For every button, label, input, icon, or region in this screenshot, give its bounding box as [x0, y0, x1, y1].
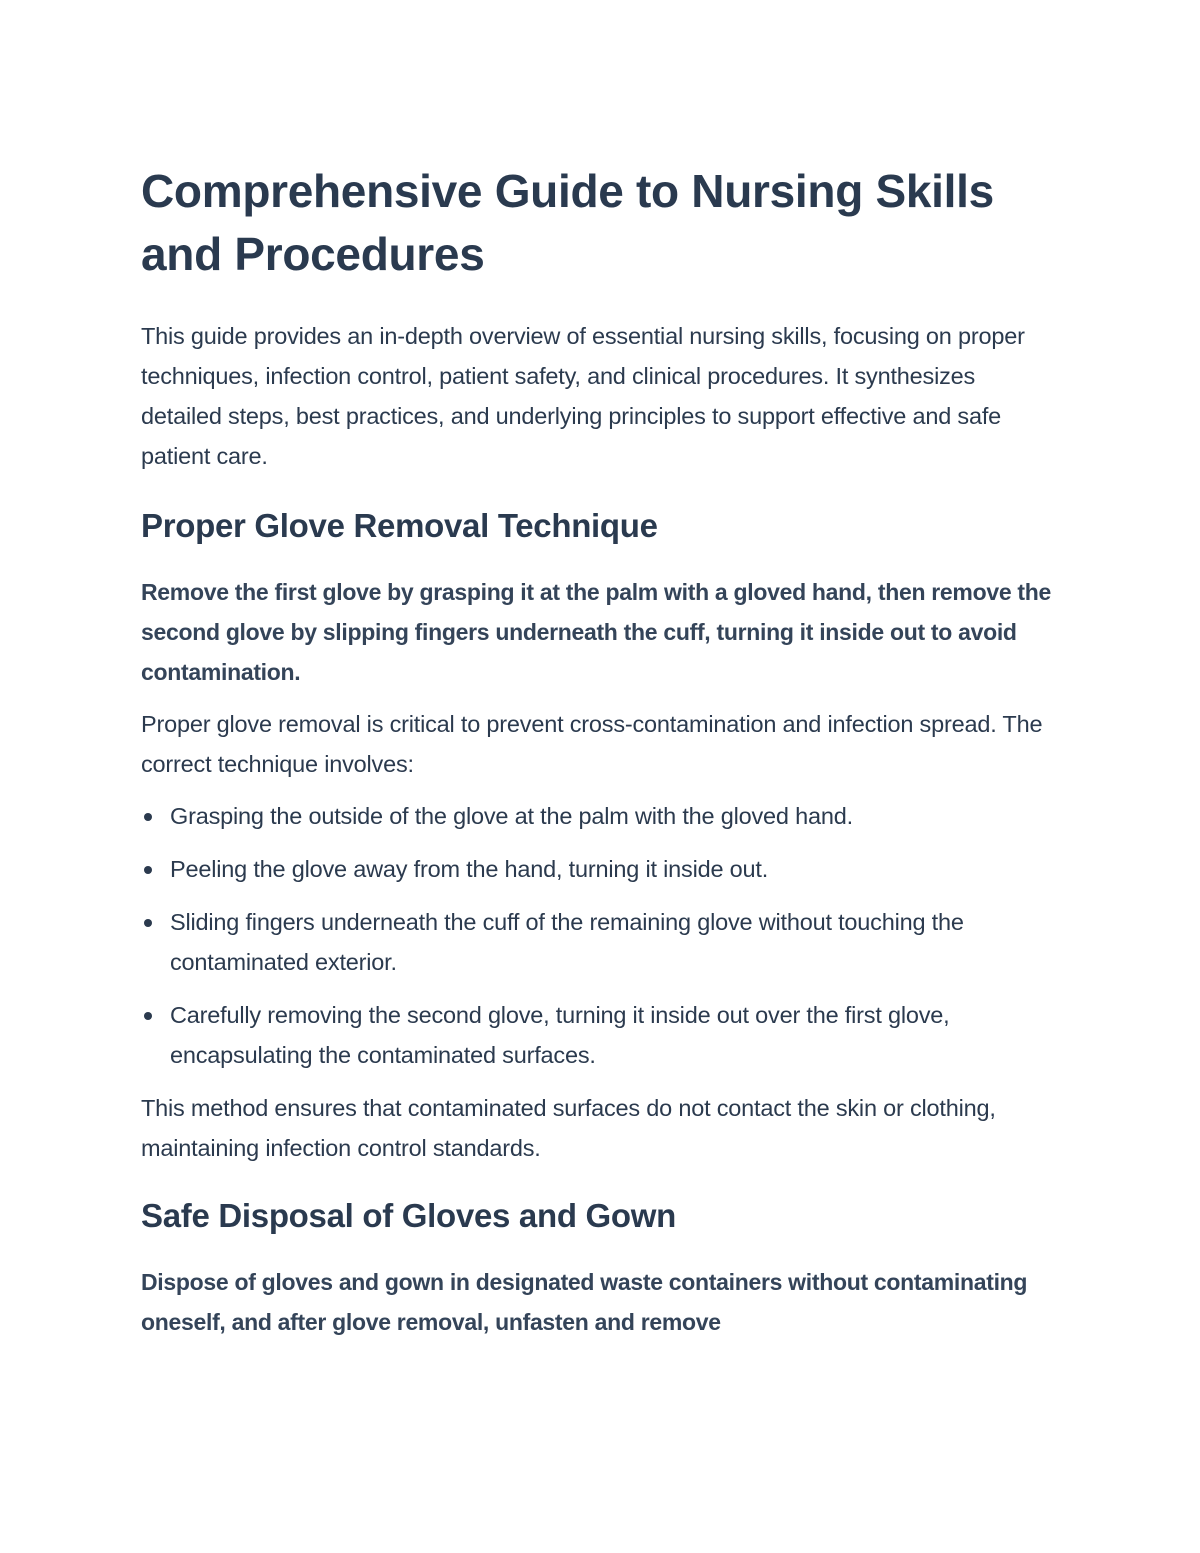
list-item-text: Grasping the outside of the glove at the palm with the gloved hand. [170, 803, 853, 829]
section-summary: Remove the first glove by grasping it at the palm with a gloved hand, then remove the second glove by slipping fingers underneath the cuff, turning it inside out to avoid contamination. [141, 579, 1051, 685]
section-summary: Dispose of gloves and gown in designated waste containers without contaminating oneself, and after glove removal, unfasten and remove [141, 1269, 1028, 1335]
document-title: Comprehensive Guide to Nursing Skills and Procedures [141, 165, 994, 280]
list-item-text: Carefully removing the second glove, turning it inside out over the first glove, encapsulating the contaminated surfaces. [170, 1002, 950, 1068]
section-glove-removal [141, 504, 1061, 1168]
intro-paragraph: This guide provides an in-depth overview of essential nursing skills, focusing on proper techniques, infection control, patient safety, and clinical procedures. It synthesizes detailed steps, best practices, and underlying principles to support effective and safe patient care. [141, 323, 1025, 469]
list-item [141, 902, 1061, 982]
list-item-text: Peeling the glove away from the hand, turning it inside out. [170, 856, 769, 882]
bullet-icon [144, 866, 152, 874]
list-item [141, 849, 1061, 889]
bullet-icon [144, 813, 152, 821]
steps-list [141, 796, 1061, 1075]
bullet-icon [144, 919, 152, 927]
section-lead-paragraph: Proper glove removal is critical to prevent cross-contamination and infection spread. The correct technique involves: [141, 711, 1043, 777]
section-heading: Safe Disposal of Gloves and Gown [141, 1197, 677, 1234]
list-item-text: Sliding fingers underneath the cuff of the remaining glove without touching the contaminated exterior. [170, 909, 964, 975]
bullet-icon [144, 1012, 152, 1020]
section-heading: Proper Glove Removal Technique [141, 507, 658, 544]
list-item [141, 796, 1061, 836]
section-safe-disposal [141, 1194, 1061, 1342]
section-spacer [141, 1180, 1061, 1194]
list-item [141, 995, 1061, 1075]
section-closing-paragraph: This method ensures that contaminated surfaces do not contact the skin or clothing, maintaining infection control standards. [141, 1095, 996, 1161]
document-page [141, 160, 1061, 1354]
